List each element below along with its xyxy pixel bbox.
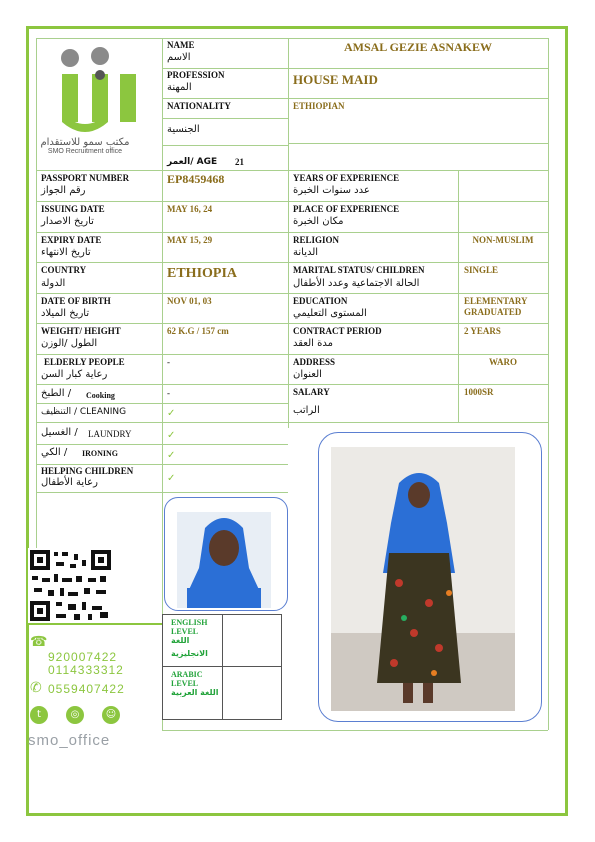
divider-line: [28, 623, 162, 625]
row-line: [288, 143, 548, 144]
weight-height-value: 62 K.G / 157 cm: [167, 326, 229, 336]
salary-label-ar: الراتب: [293, 405, 320, 416]
marital-label-ar: الحالة الاجتماعية وعدد الأطفال: [293, 278, 420, 289]
weight-height-label-ar: الطول /الوزن: [41, 338, 98, 349]
lang-divider: [222, 614, 223, 720]
twitter-icon: t: [30, 706, 48, 724]
arabic-label-1: ARABIC: [171, 670, 203, 679]
country-value: ETHIOPIA: [167, 266, 238, 281]
row-line: [36, 170, 548, 171]
row-line: [162, 118, 288, 119]
education-value-2: GRADUATED: [464, 307, 522, 317]
helping-label-ar: رعاية الأطفال: [41, 477, 98, 488]
row-line: [162, 145, 288, 146]
yoe-label-ar: عدد سنوات الخبرة: [293, 185, 370, 196]
nationality-label-ar: الجنسية: [167, 124, 200, 135]
issuing-label: ISSUING DATE: [41, 204, 105, 214]
contract-label: CONTRACT PERIOD: [293, 326, 382, 336]
arabic-label-ar: اللغة العربية: [171, 688, 219, 697]
row-line: [36, 201, 548, 202]
col-divider-2: [288, 38, 289, 428]
name-label-ar: الاسم: [167, 52, 191, 63]
row-line: [162, 68, 548, 69]
ironing-label: IRONING: [82, 449, 119, 458]
qr-code: [28, 548, 113, 623]
address-value: WARO: [488, 357, 517, 367]
bottom-line: [162, 730, 548, 731]
country-label-ar: الدولة: [41, 278, 66, 289]
helping-label: HELPING CHILDREN: [41, 466, 134, 476]
marital-value: SINGLE: [464, 265, 499, 275]
contract-value: 2 YEARS: [464, 326, 501, 336]
dob-value: NOV 01, 03: [167, 296, 212, 306]
passport-value: EP8459468: [167, 172, 225, 186]
helping-check-icon: ✓: [167, 473, 176, 484]
address-label-ar: العنوان: [293, 369, 322, 380]
expiry-label: EXPIRY DATE: [41, 235, 102, 245]
portrait-image: [165, 498, 287, 610]
elderly-label: ELDERLY PEOPLE: [44, 357, 125, 367]
poe-label-ar: مكان الخبرة: [293, 216, 344, 227]
logo: [40, 42, 160, 172]
name-value: AMSAL GEZIE ASNAKEW: [343, 40, 493, 54]
country-label: COUNTRY: [41, 265, 87, 275]
cooking-label: Cooking: [86, 391, 115, 400]
ironing-check-icon: ✓: [167, 450, 176, 461]
profession-value: HOUSE MAID: [293, 72, 378, 87]
expiry-label-ar: تاريخ الانتهاء: [41, 247, 91, 258]
contract-label-ar: مدة العقد: [293, 338, 333, 349]
age-label: العمر/ AGE: [167, 157, 218, 167]
profession-label-ar: المهنة: [167, 82, 192, 93]
row-line: [36, 464, 288, 465]
col-divider-left: [36, 38, 37, 593]
passport-photo: [164, 497, 288, 611]
elderly-label-ar: رعاية كبار السن: [41, 369, 108, 380]
laundry-check-icon: ✓: [167, 430, 176, 441]
elderly-value: -: [167, 357, 170, 367]
age-value: 21: [235, 157, 244, 167]
row-line: [36, 492, 288, 493]
whatsapp-number: 0559407422: [48, 682, 125, 696]
row-line: [162, 98, 548, 99]
salary-label: SALARY: [293, 387, 330, 397]
full-body-image: [319, 433, 541, 721]
english-label-2: LEVEL: [171, 627, 199, 636]
social-handle: smo_office: [28, 732, 111, 749]
profession-label: PROFESSION: [167, 70, 225, 80]
brand-ar: مكتب سمو للاستقدام: [40, 137, 130, 148]
english-label-1: ENGLISH: [171, 618, 208, 627]
nationality-value: ETHIOPIAN: [293, 101, 345, 111]
whatsapp-icon: ✆: [30, 680, 42, 696]
row-line: [36, 232, 548, 233]
brand-en: SMO Recruitment office: [47, 148, 123, 155]
row-line: [36, 293, 548, 294]
lang-row-line: [162, 666, 282, 667]
dob-label: DATE OF BIRTH: [41, 296, 111, 306]
english-label-ar-2: الانجليزية: [171, 649, 208, 658]
weight-height-label: WEIGHT/ HEIGHT: [41, 326, 121, 336]
arabic-label-2: LEVEL: [171, 679, 199, 688]
cooking-label-ar: الطبخ /: [41, 388, 72, 399]
laundry-label-ar: الغسيل /: [41, 427, 78, 438]
phone2: 0114333312: [48, 663, 124, 677]
dob-label-ar: تاريخ الميلاد: [41, 308, 90, 319]
row-line: [36, 422, 548, 423]
education-label: EDUCATION: [293, 296, 348, 306]
education-label-ar: المستوى التعليمي: [293, 308, 367, 319]
phone1: 920007422: [48, 650, 118, 664]
row-line: [36, 444, 288, 445]
cooking-value: -: [167, 388, 170, 398]
marital-label: MARITAL STATUS/ CHILDREN: [293, 265, 425, 275]
smo-logo-icon: [40, 42, 160, 132]
qr-code-icon: [28, 548, 113, 623]
religion-value: NON-MUSLIM: [472, 235, 534, 245]
col-divider-right: [548, 38, 549, 730]
name-label: NAME: [167, 40, 195, 50]
passport-label: PASSPORT NUMBER: [41, 173, 130, 183]
laundry-label: LAUNDRY: [88, 429, 132, 439]
row-line: [36, 354, 548, 355]
cleaning-check-icon: ✓: [167, 408, 176, 419]
poe-label: PLACE OF EXPERIENCE: [293, 204, 400, 214]
address-label: ADDRESS: [293, 357, 336, 367]
education-value-1: ELEMENTARY: [464, 296, 528, 306]
issuing-value: MAY 16, 24: [167, 204, 213, 214]
passport-label-ar: رقم الجواز: [41, 185, 86, 196]
ironing-label-ar: الكي /: [41, 447, 68, 458]
phone-icon: ☎: [30, 634, 48, 650]
full-body-photo: [318, 432, 542, 722]
row-line: [36, 384, 548, 385]
yoe-label: YEARS OF EXPERIENCE: [293, 173, 400, 183]
arabic-label: [171, 670, 219, 697]
religion-label: RELIGION: [293, 235, 340, 245]
religion-label-ar: الديانة: [293, 247, 319, 258]
expiry-value: MAY 15, 29: [167, 235, 213, 245]
nationality-label: NATIONALITY: [167, 101, 231, 111]
salary-value: 1000SR: [464, 387, 494, 397]
instagram-icon: ◎: [66, 706, 84, 724]
row-line: [36, 403, 288, 404]
issuing-label-ar: تاريخ الاصدار: [41, 216, 94, 227]
row-line: [36, 262, 548, 263]
english-label-ar-1: اللغة: [171, 636, 190, 645]
cleaning-label: التنظيف / CLEANING: [41, 407, 127, 417]
row-line: [36, 323, 548, 324]
snapchat-icon: ☺: [102, 706, 120, 724]
english-label: [171, 618, 208, 658]
top-line: [36, 38, 548, 39]
